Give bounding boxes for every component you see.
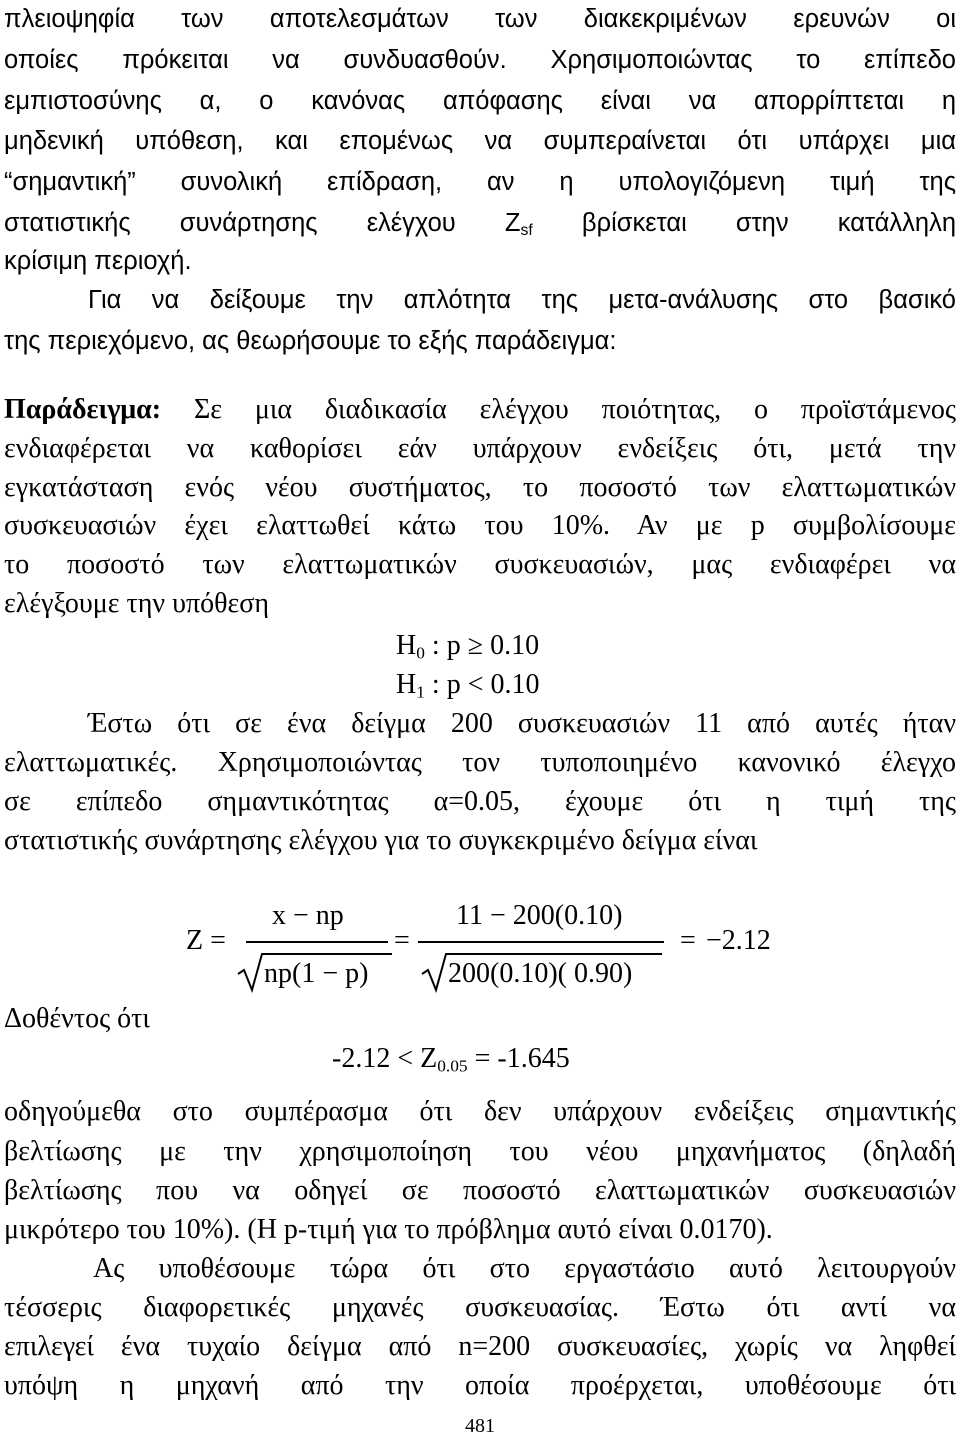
text-line: επιλεγεί ένα τυχαίο δείγμα από n=200 συσκευασίες, χωρίς να ληφθεί — [4, 1331, 956, 1362]
text-line: Έστω ότι σε ένα δείγμα 200 συσκευασιών 11 από αυτές ήταν — [88, 708, 956, 739]
formula-denominator-1: np(1 − p) — [264, 958, 369, 989]
formula-equals-3: = — [680, 925, 696, 956]
text-line: “σημαντική” συνολική επίδραση, αν η υπολογιζόμενη τιμή της — [4, 168, 956, 196]
text-line-zsf: στατιστικής συνάρτησης ελέγχου $Z_{sf}$ βρίσκεται στην κατάλληλη — [4, 209, 957, 239]
hypothesis-h0: $H_0$ : p ≥ 0.10 — [396, 630, 540, 663]
text-line: βελτίωσης με την χρησιμοποίηση του νέου μηχανήματος (δηλαδή — [4, 1136, 956, 1167]
text-line: πλειοψηφία των αποτελεσμάτων των διακεκριμένων ερευνών οι — [4, 5, 956, 33]
critical-comparison: $-2.12 < Z_{0.05} = -1.645$ — [332, 1043, 570, 1076]
text-line: ελαττωματικές. Χρησιμοποιώντας τον τυποποιημένο κανονικό έλεγχο — [4, 747, 956, 778]
formula-denominator-2: 200(0.10)( 0.90) — [448, 958, 633, 989]
text-line: Για να δείξουμε την απλότητα της μετα-ανάλυσης στο βασικό — [88, 286, 956, 314]
text-line: οποίες πρόκειται να συνδυασθούν. Χρησιμοποιώντας το επίπεδο — [4, 46, 956, 74]
text-line: το ποσοστό των ελαττωματικών συσκευασιών, μας ενδιαφέρει να — [4, 549, 956, 580]
example-label: Παράδειγμα: — [4, 394, 162, 425]
text-line: τέσσερις διαφορετικές μηχανές συσκευασίας. Έστω ότι αντί να — [4, 1292, 956, 1323]
formula-lhs: Z = — [186, 925, 226, 956]
text-line: υπόψη η μηχανή από την οποία προέρχεται, υποθέσουμε ότι — [4, 1370, 956, 1401]
given-label: Δοθέντος ότι — [4, 1003, 150, 1034]
text-line: Ας υποθέσουμε τώρα ότι στο εργαστάσιο αυτό λειτουργούν — [93, 1253, 956, 1284]
text-line: στατιστικής συνάρτησης ελέγχου για το συγκεκριμένο δείγμα είναι — [4, 825, 758, 856]
text-line: συσκευασιών έχει ελαττωθεί κάτω του 10%. Αν με p συμβολίσουμε — [4, 510, 956, 541]
text-line: οδηγούμεθα στο συμπέρασμα ότι δεν υπάρχουν ενδείξεις σημαντικής — [4, 1096, 956, 1127]
text-line: βελτίωσης που να οδηγεί σε ποσοστό ελαττωματικών συσκευασιών — [4, 1175, 956, 1206]
text-line: εγκατάσταση ενός νέου συστήματος, το ποσοστό των ελαττωματικών — [4, 472, 956, 503]
formula-equals-2: = — [394, 925, 410, 956]
hypothesis-h1: $H_1$ : p < 0.10 — [396, 669, 540, 702]
fraction-bar-1 — [246, 941, 388, 943]
page-number: 481 — [465, 1415, 495, 1437]
text-line: μικρότερο του 10%). (Η p-τιμή για το πρόβλημα αυτό είναι 0.0170). — [4, 1214, 773, 1245]
text-line: ενδιαφέρεται να καθορίσει εάν υπάρχουν ενδείξεις ότι, μετά την — [4, 433, 956, 464]
fraction-bar-2 — [418, 941, 664, 943]
formula-result: −2.12 — [706, 925, 771, 956]
formula-numerator-1: x − np — [272, 900, 344, 931]
formula-numerator-2: 11 − 200(0.10) — [456, 900, 623, 931]
text-line: μηδενική υπόθεση, και επομένως να συμπεραίνεται ότι υπάρχει μια — [4, 127, 956, 155]
text-line: ελέγξουμε την υπόθεση — [4, 588, 270, 619]
text-line: εμπιστοσύνης α, ο κανόνας απόφασης είναι να απορρίπτεται η — [4, 87, 956, 115]
text-line: σε επίπεδο σημαντικότητας α=0.05, έχουμε ότι η τιμή της — [4, 786, 956, 817]
example-first-line: Παράδειγμα: Σε μια διαδικασία ελέγχου ποιότητας, ο προϊστάμενος — [4, 394, 956, 425]
text-line: της περιεχόμενο, ας θεωρήσουμε το εξής παράδειγμα: — [4, 327, 617, 355]
text-line: κρίσιμη περιοχή. — [4, 247, 192, 275]
